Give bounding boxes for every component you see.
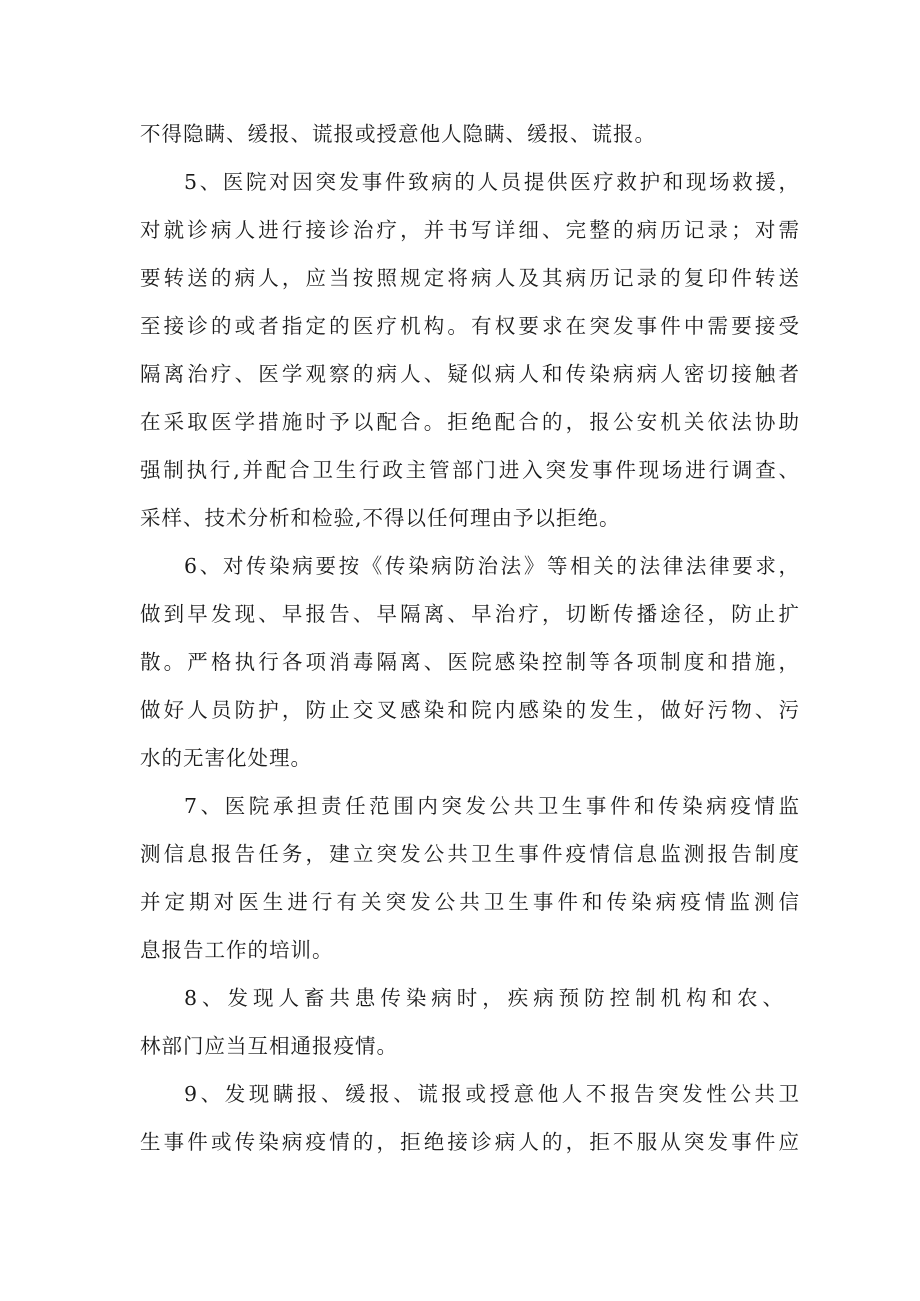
paragraph-5-line: 至接诊的或者指定的医疗机构。有权要求在突发事件中需要接受	[140, 314, 800, 338]
paragraph-6-line: 6、对传染病要按《传染病防治法》等相关的法律法律要求，	[184, 554, 800, 578]
paragraph-6-line: 做到早发现、早报告、早隔离、早治疗，切断传播途径，防止扩	[140, 602, 800, 626]
paragraph-6-line: 散。严格执行各项消毒隔离、医院感染控制等各项制度和措施，	[140, 650, 800, 674]
paragraph-5-line: 在采取医学措施时予以配合。拒绝配合的，报公安机关依法协助	[140, 410, 800, 434]
paragraph-5-line: 5、医院对因突发事件致病的人员提供医疗救护和现场救援，	[184, 170, 800, 194]
paragraph-7-line: 息报告工作的培训。	[140, 938, 334, 962]
paragraph-6-line: 水的无害化处理。	[140, 746, 312, 770]
paragraph-5-line: 强制执行,并配合卫生行政主管部门进入突发事件现场进行调查、	[140, 458, 800, 482]
paragraph-6-line: 做好人员防护，防止交叉感染和院内感染的发生，做好污物、污	[140, 698, 800, 722]
paragraph-line: 不得隐瞒、缓报、谎报或授意他人隐瞒、缓报、谎报。	[140, 122, 656, 146]
paragraph-7-line: 测信息报告任务，建立突发公共卫生事件疫情信息监测报告制度	[140, 842, 800, 866]
paragraph-5-line: 要转送的病人，应当按照规定将病人及其病历记录的复印件转送	[140, 266, 800, 290]
paragraph-7-line: 并定期对医生进行有关突发公共卫生事件和传染病疫情监测信	[140, 890, 800, 914]
paragraph-5-line: 隔离治疗、医学观察的病人、疑似病人和传染病病人密切接触者	[140, 362, 800, 386]
paragraph-5-line: 对就诊病人进行接诊治疗，并书写详细、完整的病历记录；对需	[140, 218, 800, 242]
paragraph-8-line: 8、发现人畜共患传染病时，疾病预防控制机构和农、	[184, 986, 784, 1010]
paragraph-9-line: 9、发现瞒报、缓报、谎报或授意他人不报告突发性公共卫	[184, 1082, 800, 1106]
paragraph-5-line: 采样、技术分析和检验,不得以任何理由予以拒绝。	[140, 506, 621, 530]
paragraph-9-line: 生事件或传染病疫情的，拒绝接诊病人的，拒不服从突发事件应	[140, 1130, 800, 1154]
paragraph-7-line: 7、医院承担责任范围内突发公共卫生事件和传染病疫情监	[184, 794, 800, 818]
paragraph-8-line: 林部门应当互相通报疫情。	[140, 1034, 398, 1058]
document-body	[140, 110, 800, 1166]
